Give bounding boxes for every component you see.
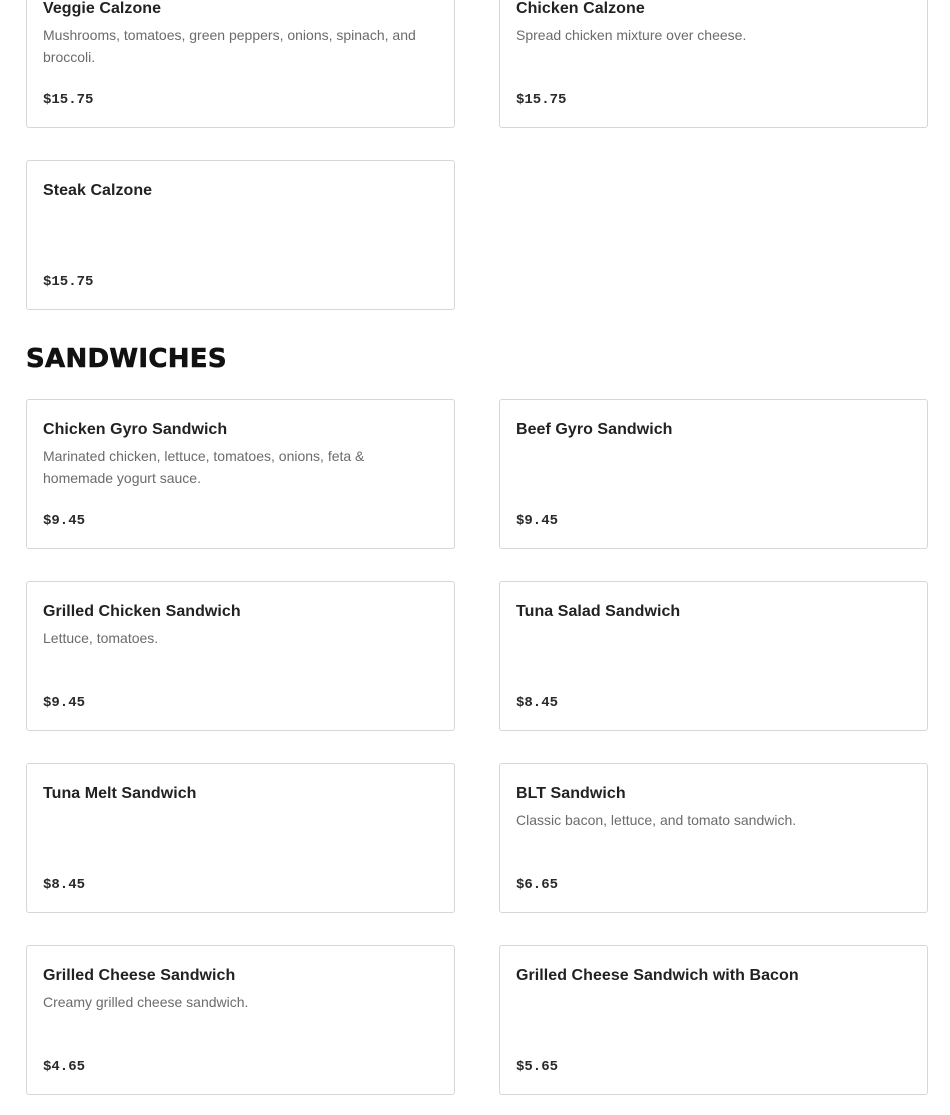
menu-item-name: Tuna Salad Sandwich [516, 603, 681, 620]
sandwiches-grid [26, 399, 928, 1095]
menu-item-name: Chicken Gyro Sandwich [43, 421, 228, 438]
menu-item-price: $15.75 [516, 92, 567, 108]
menu-item-price: $6.65 [516, 877, 559, 893]
menu-item-name: Beef Gyro Sandwich [516, 421, 673, 438]
menu-item-price: $5.65 [516, 1059, 559, 1075]
menu-item-description: Lettuce, tomatoes. [43, 630, 159, 646]
menu-item-name: BLT Sandwich [516, 785, 626, 802]
menu-item-card-blt-sandwich[interactable] [499, 763, 928, 913]
menu-item-description: Mushrooms, tomatoes, green peppers, onions, spinach, and broccoli. [43, 27, 416, 65]
menu-item-price: $9.45 [43, 695, 86, 711]
menu-item-name: Steak Calzone [43, 182, 153, 199]
menu-item-name: Chicken Calzone [516, 0, 645, 17]
menu-item-description: Spread chicken mixture over cheese. [516, 27, 747, 43]
calzones-grid [26, 0, 928, 310]
section-title-sandwiches: SANDWICHES [26, 344, 227, 374]
menu-item-description: Classic bacon, lettuce, and tomato sandwich. [516, 812, 797, 828]
menu-item-price: $8.45 [516, 695, 559, 711]
menu-item-card-chicken-calzone[interactable] [499, 0, 928, 128]
menu-item-card-grilled-cheese-sandwich-with-bacon[interactable] [499, 945, 928, 1095]
menu-item-card-veggie-calzone[interactable] [26, 0, 455, 128]
menu-item-card-grilled-cheese-sandwich[interactable] [26, 945, 455, 1095]
menu-item-price: $15.75 [43, 274, 94, 290]
menu-item-price: $4.65 [43, 1059, 86, 1075]
menu-item-card-beef-gyro-sandwich[interactable] [499, 399, 928, 549]
menu-item-name: Tuna Melt Sandwich [43, 785, 197, 802]
menu-item-card-chicken-gyro-sandwich[interactable] [26, 399, 455, 549]
menu-item-name: Grilled Chicken Sandwich [43, 603, 241, 620]
menu-item-name: Grilled Cheese Sandwich [43, 967, 236, 984]
menu-item-description: Marinated chicken, lettuce, tomatoes, onions, feta & homemade yogurt sauce. [43, 448, 365, 486]
menu-item-description: Creamy grilled cheese sandwich. [43, 994, 249, 1010]
menu-item-price: $9.45 [516, 513, 559, 529]
menu-item-price: $9.45 [43, 513, 86, 529]
menu-item-name: Grilled Cheese Sandwich with Bacon [516, 967, 799, 984]
menu-item-price: $15.75 [43, 92, 94, 108]
menu-item-card-tuna-melt-sandwich[interactable] [26, 763, 455, 913]
menu-item-card-steak-calzone[interactable] [26, 160, 455, 310]
menu-item-card-tuna-salad-sandwich[interactable] [499, 581, 928, 731]
menu-item-name: Veggie Calzone [43, 0, 162, 17]
menu-item-price: $8.45 [43, 877, 86, 893]
menu-item-card-grilled-chicken-sandwich[interactable] [26, 581, 455, 731]
